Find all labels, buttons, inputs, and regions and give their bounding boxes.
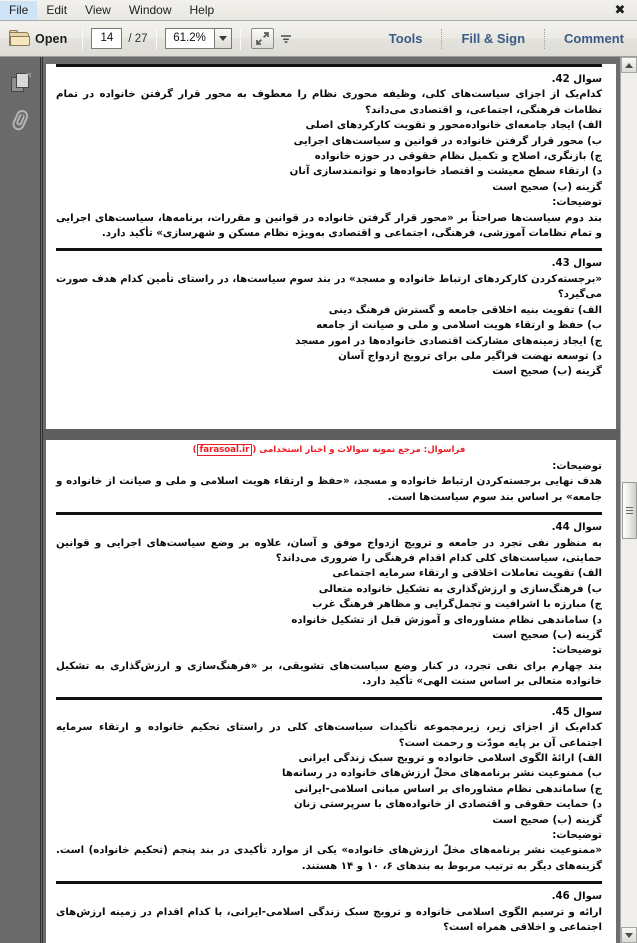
question-heading: سوال 43. xyxy=(551,258,602,270)
toolbar-separator-1 xyxy=(82,28,83,50)
scroll-down-button[interactable] xyxy=(621,927,637,943)
question-block xyxy=(56,64,602,241)
option-b: ب) فرهنگ‌سازی و ارزش‌گذاری به تشکیل خانواده متعالی xyxy=(318,583,602,595)
scroll-up-button[interactable] xyxy=(621,57,637,73)
answer-line: گزینه (ب) صحیح است xyxy=(492,366,602,378)
option-b: ب) محور قرار گرفتن خانواده در قوانین و سیاست‌های اجرایی xyxy=(293,135,602,147)
option-b: ب) حفظ و ارتقاء هویت اسلامی و ملی و صیانت از جامعه xyxy=(316,320,602,332)
open-group xyxy=(4,21,74,56)
question-heading: سوال 46. xyxy=(551,891,602,903)
option-a: الف) تقویت تعاملات اخلاقی و ارتقاء سرمایه اجتماعی xyxy=(332,568,602,580)
question-stem: به منظور نفی تجرد در جامعه و ترویج ازدواج موفق و آسان، علاوه بر وضع سیاست‌های اجرایی و قوانین حمایتی، سیاست‌های کلی کدام اقدام فرهنگی را ضروری می‌داند؟ xyxy=(56,537,602,565)
pdf-page xyxy=(46,64,616,429)
body-region xyxy=(0,57,637,943)
menu-bar xyxy=(0,0,637,21)
toolbar-more-button[interactable] xyxy=(277,29,295,49)
viewport-left-edge xyxy=(42,57,43,943)
page-number-input[interactable]: 14 xyxy=(91,28,122,49)
option-c: ج) مبارزه با اشرافیت و تجمل‌گرایی و مظاهر فرهنگ غرب xyxy=(312,599,602,611)
navigation-pane xyxy=(0,57,41,943)
question-divider xyxy=(56,881,602,884)
document-viewport[interactable] xyxy=(42,57,620,943)
question-stem: کدام‌یک از اجزای زیر، زیرمجموعه تأکیدات سیاست‌های کلی در راستای تحکیم خانواده و ارتقاء سرمایه اجتماعی آن بر پایه مودّت و رحمت است؟ xyxy=(56,722,602,749)
scrollbar-thumb[interactable] xyxy=(622,482,637,539)
question-block xyxy=(56,512,602,689)
toolbar-dot-separator-1 xyxy=(441,29,442,49)
page-total-label: / 27 xyxy=(128,32,148,45)
option-d: د) توسعه نهضت فراگیر ملی برای ترویج ازدواج آسان xyxy=(338,350,602,362)
menu-view[interactable]: View xyxy=(85,2,111,17)
question-divider xyxy=(56,64,602,67)
page-separator xyxy=(42,429,620,440)
fit-page-icon xyxy=(255,31,270,46)
question-heading: سوال 44. xyxy=(551,522,602,534)
explanation-text: بند چهارم برای نفی تجرد، در کنار وضع سیاست‌های تشویقی، بر «فرهنگ‌سازی و ارزش‌گذاری به تشکیل خانواده متعالی بر اساس سنت الهی» تأکید دارد. xyxy=(56,660,602,688)
menu-window[interactable]: Window xyxy=(128,2,172,17)
zoom-dropdown-button[interactable] xyxy=(214,28,232,49)
vertical-scrollbar[interactable] xyxy=(620,57,637,943)
main-toolbar xyxy=(0,21,637,57)
scroll-thumb-grip xyxy=(626,505,633,516)
answer-line: گزینه (ب) صحیح است xyxy=(492,181,602,193)
question-heading: سوال 42. xyxy=(551,74,602,85)
option-c: ج) ایجاد زمینه‌های مشارکت اقتصادی خانواده‌ها در امور مسجد xyxy=(295,335,602,347)
toolbar-dot-separator-2 xyxy=(544,29,545,49)
explanation-text: هدف نهایی برجسته‌کردن ارتباط خانواده و مسجد، «حفظ و ارتقاء هویت اسلامی و ملی و صیانت از خانواده و جامعه» بر اساس بند سوم سیاست‌ها است. xyxy=(56,476,602,503)
question-divider xyxy=(56,697,602,700)
question-block xyxy=(56,248,602,379)
menu-edit[interactable]: Edit xyxy=(46,2,68,17)
explanation-text: «ممنوعیت نشر برنامه‌های مخلّ ارزش‌های خانواده» یکی از موارد تأکیدی در بند پنجم (تحکیم خانواده) است. گزینه‌های دیگر به ترتیب مربوط به بندهای ۶، ۱۰ و ۱۴ هستند. xyxy=(56,845,602,872)
explanation-label: توضیحات: xyxy=(552,461,602,472)
answer-line: گزینه (ب) صحیح است xyxy=(492,630,602,642)
triangle-up-icon xyxy=(625,63,633,68)
menu-help[interactable]: Help xyxy=(189,2,215,17)
toolbar-right-links xyxy=(380,27,633,50)
question-block xyxy=(56,697,602,874)
close-icon[interactable]: ✖ xyxy=(614,2,626,17)
page-content xyxy=(46,440,616,935)
triangle-down-icon xyxy=(625,933,633,938)
explanation-text: بند دوم سیاست‌ها صراحتاً بر «محور قرار گرفتن خانواده در قوانین و مقررات، برنامه‌ها، سیاست‌های اجرایی و تمام نظامات آموزشی، فرهنگی، اجتماعی و اقتصادی به‌ویژه نظام مسکن و شهرسازی» تأکید دارد. xyxy=(56,212,602,240)
toolbar-separator-2 xyxy=(156,28,157,50)
fit-group xyxy=(249,21,295,56)
fill-and-sign-button[interactable]: Fill & Sign xyxy=(461,31,526,46)
explanation-label: توضیحات: xyxy=(552,197,602,209)
open-button-label: Open xyxy=(35,31,68,46)
chevron-down-icon xyxy=(219,36,227,41)
option-d: د) ارتقاء سطح معیشت و اقتصاد خانواده‌ها و توانمندسازی آنان xyxy=(289,166,602,178)
pages-icon xyxy=(11,73,31,93)
question-stem: «برجسته‌کردن کارکردهای ارتباط خانواده و مسجد» در بند سوم سیاست‌ها، در راستای تأمین کدام هدف صورت می‌گیرد؟ xyxy=(56,273,602,301)
toolbar-separator-3 xyxy=(240,28,241,50)
question-block xyxy=(56,881,602,935)
option-a: الف) ایجاد جامعه‌ای خانواده‌محور و تقویت کارکردهای اصلی xyxy=(305,120,602,132)
watermark-url: farasoal.ir xyxy=(197,444,253,456)
watermark-suffix: ) xyxy=(192,445,197,455)
open-button[interactable] xyxy=(4,26,74,51)
tools-button[interactable]: Tools xyxy=(388,31,423,46)
question-stem: ارائه و ترسیم الگوی اسلامی خانواده و ترویج سبک زندگی اسلامی-ایرانی، با کدام اقدام در زمینه ارزش‌های اجتماعی و اخلاقی همراه است؟ xyxy=(56,906,602,933)
answer-line: گزینه (ب) صحیح است xyxy=(492,814,602,826)
folder-icon xyxy=(9,30,30,47)
page-thumbnails-button[interactable] xyxy=(0,64,41,102)
option-a: الف) تقویت بنیه اخلاقی جامعه و گسترش فرهنگ دینی xyxy=(328,304,602,316)
option-b: ب) ممنوعیت نشر برنامه‌های مخلّ ارزش‌های خانواده در رسانه‌ها xyxy=(282,768,602,780)
option-a: الف) ارائهٔ الگوی اسلامی خانواده و ترویج سبک زندگی ایرانی xyxy=(298,752,602,764)
page-content xyxy=(46,64,616,380)
attachments-button[interactable] xyxy=(0,102,41,140)
option-c: ج) ساماندهی نظام مشاوره‌ای بر اساس مبانی اسلامی-ایرانی xyxy=(294,783,602,795)
option-c: ج) بازنگری، اصلاح و تکمیل نظام حقوقی در حوزه خانواده xyxy=(314,151,602,163)
question-block xyxy=(56,459,602,505)
question-stem: کدام‌یک از اجزای سیاست‌های کلی، وظیفه محوری نظام را معطوف به محور قرار گرفتن خانواده در تمام نظامات فرهنگی، اجتماعی، و اقتصادی می‌داند؟ xyxy=(56,89,602,116)
question-divider xyxy=(56,248,602,251)
watermark-footer xyxy=(56,440,602,459)
fit-page-button[interactable] xyxy=(251,28,274,49)
explanation-label: توضیحات: xyxy=(552,829,602,841)
explanation-label: توضیحات: xyxy=(552,645,602,657)
paperclip-icon xyxy=(8,107,33,134)
more-tools-icon xyxy=(280,33,292,45)
menu-file[interactable]: File xyxy=(0,1,37,20)
page-nav-group xyxy=(91,21,147,56)
option-d: د) ساماندهی نظام مشاوره‌ای و آموزش قبل از تشکیل خانواده xyxy=(291,614,602,626)
question-heading: سوال 45. xyxy=(551,706,602,718)
watermark-prefix: فراسوال: مرجع نمونه سوالات و اخبار استخدامی ( xyxy=(252,445,466,455)
zoom-group xyxy=(165,21,232,56)
question-divider xyxy=(56,512,602,515)
pdf-page xyxy=(46,440,616,943)
comment-button[interactable]: Comment xyxy=(564,31,624,46)
zoom-level-input[interactable]: 61.2% xyxy=(165,28,214,49)
option-d: د) حمایت حقوقی و اقتصادی از خانواده‌های با سرپرستی زنان xyxy=(293,799,602,811)
